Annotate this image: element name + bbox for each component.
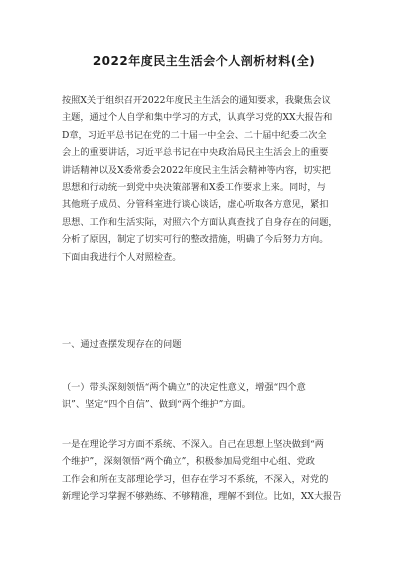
- text-line: 会上的重要讲话，习近平总书记在中央政治局民主生活会上的重要: [62, 147, 329, 159]
- text-line: 分析了原因，制定了切实可行的整改措施，明确了今后努力方向。: [62, 234, 329, 246]
- text-line: D章，习近平总书记在党的二十届一中全会、二十届中纪委二次全: [62, 129, 327, 141]
- text-line: 一、通过查摆发现存在的问题: [62, 339, 182, 350]
- text-line: 下面由我进行个人对照检查。: [62, 251, 182, 263]
- point-paragraph: [62, 436, 350, 506]
- text-line: 新理论学习掌握不够熟练、不够精准，理解不到位。比如，XX大报告: [62, 491, 342, 503]
- text-line: 识”、坚定“四个自信”、做到“两个维护”方面。: [62, 399, 251, 411]
- intro-paragraph: [62, 92, 350, 266]
- text-line: 按照X关于组织召开2022年度民主生活会的通知要求，我聚焦会议: [62, 95, 331, 106]
- text-line: 思想、工作和生活实际，对照六个方面认真查找了自身存在的问题，: [62, 216, 338, 228]
- text-line: 工作会和所在支部理论学习，但存在学习不系统，不深入，对党的: [62, 473, 329, 485]
- subsection-heading: [62, 379, 350, 414]
- text-line: 个维护”，深刻领悟“两个确立”，积极参加局党组中心组、党政: [62, 456, 315, 468]
- text-line: 一是在理论学习方面不系统、不深入。自己在思想上坚决做到“两: [62, 439, 324, 450]
- text-line: 讲话精神以及X委常委会2022年度民主生活会精神等内容，切实把: [62, 164, 331, 176]
- text-line: 思想和行动统一到党中央决策部署和X委工作要求上来。同时，与: [62, 182, 326, 194]
- text-line: 主题，通过个人自学和集中学习的方式，认真学习党的XX大报告和: [62, 112, 333, 124]
- section-heading: [62, 336, 350, 353]
- document-title: 2022年度民主生活会个人剖析材料(全): [92, 54, 316, 68]
- text-line: （一）带头深刻领悟“两个确立”的决定性意义，增强“四个意: [62, 382, 306, 393]
- text-line: 其他班子成员、分管科室进行谈心谈话，虚心听取各方意见，紧扣: [62, 199, 329, 211]
